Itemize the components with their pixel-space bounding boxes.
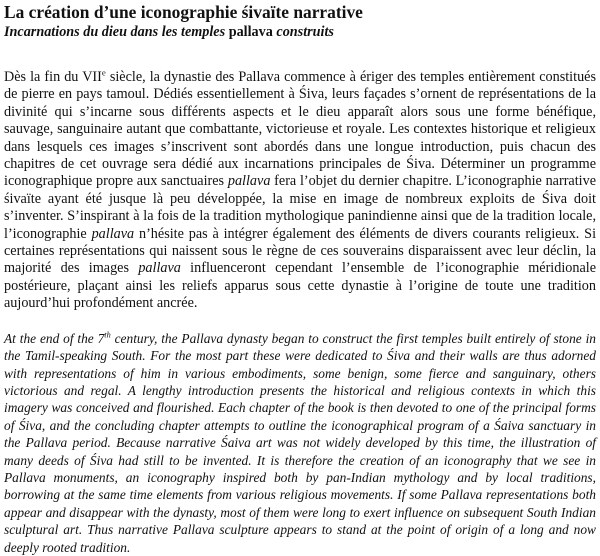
french-century-superscript: e	[101, 67, 106, 78]
english-century-superscript: th	[104, 330, 111, 340]
english-text-2: century, the Pallava dynasty began to construct the first temples built entirely of stone in the Tamil-speaking South. For the most part these were dedicated to Śiva and their walls are thus adorned with representations of him in various embodiments, some benign, some fierce and sanguinary, others victorious and regal. A lengthy introduction presents the historical and religious contexts in which this imagery was conceived and flourished. Each chapter of the book is then devoted to one of the principal forms of Śiva, and the concluding chapter attempts to outline the iconographical program of a Śaiva sanctuary in the Pallava period. Because narrative Śaiva art was not widely developed by this time, the illustration of many deeds of Śiva had still to be invented. It is therefore the creation of an iconography that we see in Pallava monuments, an iconography inspired both by pan-Indian mythology and by local traditions, borrowing at the same time elements from various religious movements. If some Pallava representations both appear and disappear with the dynasty, most of them were long to exert influence on subsequent South Indian sculptural art. Thus narrative Pallava sculpture appears to stand at the point of origin of a long and now deeply rooted tradition.	[4, 330, 596, 555]
french-text-2: siècle, la dynastie des Pallava commence à ériger des temples entièrement constitués de pierre en pays tamoul. Dédiés essentiellement à Śiva, leurs façades s’ornent de représentations de la divinité qui s’incarne sous différents aspects et le dieu apparaît alors sous une forme bénéfique, sauvage, sanguinaire autant que combattante, victorieuse et royale. Les contextes historique et religieux dans lesquels ces images s’inscrivent sont abordés dans une longue introduction, puis chacun des chapitres de cet ouvrage sera dédié aux incarnations principales de Śiva. Déterminer un programme iconographique propre aux sanctuaires	[4, 69, 596, 190]
french-text-1: Dès la fin du VII	[4, 69, 102, 85]
document-title: La création d’une iconographie śivaïte narrative	[4, 2, 363, 22]
french-pallava-term-1: pallava	[227, 173, 271, 190]
document-subtitle	[4, 23, 596, 41]
french-text-4: n’hésite pas à intégrer également des éléments de divers courants religieux. Si certaines représentations qui naissent sous le règne de ces souverains disparaissent avec leur déclin, la majorité des images	[4, 225, 597, 277]
french-text-3: fera l’objet du dernier chapitre. L’iconographie narrative śivaïte ayant été jusque là peu développée, la mise en image de nombreux exploits de Śiva doit s’inventer. S’inspirant à la fois de la tradition mythologique panindienne ainsi que de la tradition locale, l’iconographie	[4, 173, 597, 242]
french-pallava-term-2: pallava	[91, 225, 135, 242]
subtitle-pallava: pallava	[228, 24, 273, 40]
french-pallava-term-3: pallava	[138, 260, 181, 277]
french-abstract	[4, 69, 596, 313]
document-page	[4, 0, 596, 556]
english-text-1: At the end of the 7	[4, 330, 105, 346]
subtitle-text: Incarnations du dieu dans les temples	[4, 24, 229, 40]
subtitle-end: construits	[272, 24, 334, 40]
english-abstract	[4, 330, 596, 556]
french-text-5: influenceront cependant l’ensemble de l’iconographie méridionale postérieure, plaçant ainsi les reliefs apparus sous cette dynastie à l’origine de toute une tradition aujourd’hui profondément ancrée.	[4, 260, 596, 312]
